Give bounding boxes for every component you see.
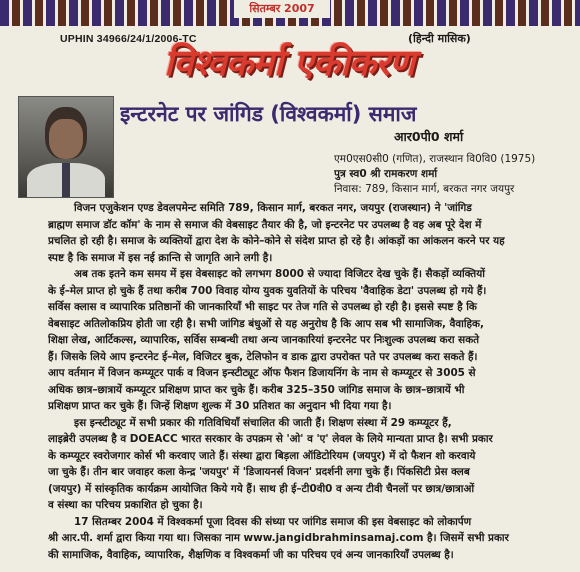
- photo-face: [49, 119, 83, 159]
- article-line: शिक्षा लेख, आर्टिकल्स, व्यापारिक, सर्विस सम्बन्धी तथा अन्य जानकारियां इन्टरनेट पर निःशुल्क उपलब्ध करा सकते: [48, 334, 480, 346]
- article-line: इस इन्स्टीट्यूट में सभी प्रकार की गतिविधियाँ संचालित की जाती हैं। शिक्षण संस्था में 29 कम्प्यूटर हैं,: [74, 416, 452, 429]
- article-headline: इन्टरनेट पर जांगिड (विश्वकर्मा) समाज: [120, 102, 417, 126]
- photo-tie: [62, 163, 70, 197]
- registration-number: UPHIN 34966/24/1/2006-TC: [60, 33, 197, 45]
- article-line: स्पष्ट है कि समाज में इस नई क्रान्ति से जागृति आने लगी है।: [48, 251, 273, 264]
- periodicity-label: (हिन्दी मासिक): [408, 32, 471, 45]
- issue-date: सितम्बर 2007: [234, 0, 330, 18]
- article-line: अब तक इतने कम समय में इस वेबसाइट को लगभग 8000 से ज्यादा विजिटर देख चुके हैं। सैकड़ों व्यक्तियों: [74, 268, 485, 280]
- article-line: जा चुके हैं। तीन बार जवाहर कला केन्द्र 'जयपुर' में 'डिजायनर्स विजन' प्रदर्शनी लगा चुके हैं। पिंकसिटी प्रेस क्लब: [48, 466, 470, 478]
- article-line: प्रचलित हो रही है। समाज के व्यक्तियों द्वारा देश के कोने–कोने से संदेश प्राप्त हो रहे है। आंकड़ों का आंकलन करने पर यह: [48, 235, 505, 247]
- article-line: आप वर्तमान में विजन कम्प्यूटर पार्क व विजन इन्स्टीट्यूट ऑफ फैशन डिजायनिंग के नाम से कम्प्यूटर से 3005 से: [48, 367, 476, 379]
- article-line: ब्राह्मण समाज डॉट कॉम' के नाम से समाज की वेबसाइट तैयार की है, जो इन्टरनेट पर उपलब्ध है वह अब पूरे देश में: [48, 218, 482, 231]
- article-line: के कम्प्यूटर स्वरोजगार कोर्स भी करवाए जाते हैं। संस्था द्वारा बिड़ला ऑडिटोरियम (जयपुर) में दो फैशन शो करवाये: [48, 449, 476, 462]
- article-paragraph: [48, 266, 580, 415]
- author-name: आर0पी0 शर्मा: [394, 129, 464, 144]
- article-body: [48, 200, 580, 563]
- article-line: प्रशिक्षण प्राप्त कर चुके हैं। जिन्हें शिक्षण शुल्क में 30 प्रतिशत का अनुदान भी दिया गया है।: [48, 400, 392, 412]
- author-relation: पुत्र स्व0 श्री रामकरण शर्मा: [334, 168, 438, 180]
- article-line: अधिक छात्र–छात्रायें कम्प्यूटर प्रशिक्षण प्राप्त कर चुके हैं। करीब 325–350 जांगिड समाज के छात्र–छात्रायें भी: [48, 383, 465, 396]
- author-qualification: एम0एस0सी0 (गणित), राजस्थान वि0वि0 (1975): [334, 153, 536, 165]
- article-line: के ई–मेल प्राप्त हो चुके हैं तथा करीब 700 विवाह योग्य युवक युवतियों के परिचय 'वैवाहिक डेटा' उपलब्ध हो गये हैं।: [48, 284, 487, 297]
- author-address: निवास: 789, किसान मार्ग, बरकत नगर जयपुर: [334, 183, 515, 195]
- article-line: सर्विस क्लास व व्यापारिक प्रतिष्ठानों की जानकारियाँ भी साइट पर तेज गति से उपलब्ध हो रही है। इससे स्पष्ट है कि: [48, 301, 477, 313]
- article-line: 17 सितम्बर 2004 में विश्वकर्मा पूजा दिवस की संध्या पर जांगिड समाज की इस वेबसाइट को लोकार्पण: [74, 515, 472, 528]
- article-paragraph: [48, 415, 580, 514]
- article-line: हैं। जिसके लिये आप इन्टरनेट ई–मेल, विजिटर बुक, टेलिफोन व डाक द्वारा उपरोक्त पते पर उपलब्ध करा सकते हैं।: [48, 350, 478, 363]
- article-line: (जयपुर) में सांस्कृतिक कार्यक्रम आयोजित किये गये हैं। साथ ही ई–टी0वी0 व अन्य टीवी चैनलों पर छात्र/छात्राओं: [48, 482, 475, 495]
- decorative-top-band: [0, 0, 580, 26]
- masthead-title: विश्वकर्मा एकीकरण: [164, 43, 414, 84]
- article-line: व संस्था का परिचय प्रकाशित हो चुका है।: [48, 499, 203, 511]
- author-photo: [18, 96, 114, 198]
- article-paragraph: [48, 514, 580, 564]
- article-line: की सामाजिक, वैवाहिक, व्यापारिक, शैक्षणिक व विश्वकर्मा जी का परिचय एवं अन्य जानकारियाँ उपलब्ध है।: [48, 548, 454, 561]
- article-line: वेबसाइट अतिलोकप्रिय होती जा रही है। सभी जांगिड बंधुओं से यह अनुरोध है कि आप सब भी सामाजिक, वैवाहिक,: [48, 317, 484, 330]
- article-line: विजन एजुकेशन एण्ड डेवलपमेन्ट समिति 789, किसान मार्ग, बरकत नगर, जयपुर (राजस्थान) ने 'जांगिड: [74, 202, 472, 214]
- article-line: श्री आर.पी. शर्मा द्वारा किया गया था। जिसका नाम www.jangidbrahminsamaj.com है। जिसमें सभी प्रकार: [48, 532, 509, 544]
- article-paragraph: [48, 200, 580, 266]
- article-line: लाइब्रेरी उपलब्ध है व DOEACC भारत सरकार के उपक्रम से 'ओ' व 'ए' लेवल के लिये मान्यता प्राप्त है। सभी प्रकार: [48, 433, 493, 445]
